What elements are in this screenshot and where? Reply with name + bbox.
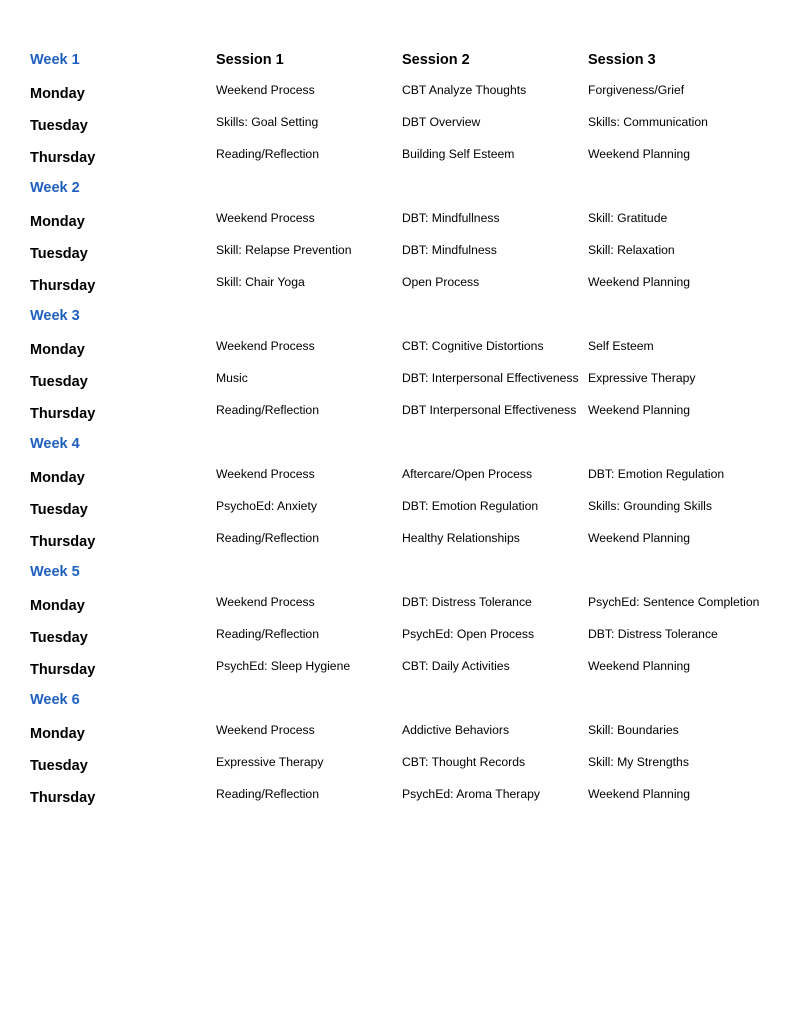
day-label: Monday [30, 726, 85, 742]
session-2-cell: Building Self Esteem [402, 147, 515, 161]
week-label: Week 5 [30, 564, 80, 580]
session-3-cell: Skills: Communication [588, 115, 708, 129]
table-row [30, 524, 785, 556]
table-row [30, 620, 785, 652]
session-3-cell: Skill: Boundaries [588, 723, 679, 737]
session-3-cell: Skill: Relaxation [588, 243, 675, 257]
day-label: Thursday [30, 790, 96, 806]
session-3-cell: Weekend Planning [588, 147, 691, 161]
session-1-cell: Reading/Reflection [216, 403, 319, 417]
session-1-cell: Skills: Goal Setting [216, 115, 319, 129]
table-row [30, 588, 785, 620]
week-label: Week 2 [30, 180, 80, 196]
table-row [30, 396, 785, 428]
table-row [30, 236, 785, 268]
session-1-cell: Weekend Process [216, 83, 315, 97]
table-row [30, 364, 785, 396]
session-3-cell: Weekend Planning [588, 275, 691, 289]
session-1-cell: Reading/Reflection [216, 147, 319, 161]
session-3-cell: Expressive Therapy [588, 371, 696, 385]
session-3-cell: Skills: Grounding Skills [588, 499, 712, 513]
session-2-cell: Addictive Behaviors [402, 723, 510, 737]
table-row [30, 140, 785, 172]
day-label: Thursday [30, 662, 96, 678]
session-2-cell: Aftercare/Open Process [402, 467, 533, 481]
day-label: Monday [30, 470, 85, 486]
table-row [30, 652, 785, 684]
session-1-cell: Music [216, 371, 248, 385]
table-row [30, 780, 785, 812]
day-label: Tuesday [30, 758, 88, 774]
table-row [30, 204, 785, 236]
week-row [30, 172, 785, 204]
header-row [30, 44, 785, 76]
week-row [30, 428, 785, 460]
session-1-cell: Weekend Process [216, 595, 315, 609]
session-3-cell: Weekend Planning [588, 659, 691, 673]
day-label: Thursday [30, 278, 96, 294]
day-label: Monday [30, 598, 85, 614]
session-1-cell: Reading/Reflection [216, 787, 319, 801]
session-3-cell: DBT: Distress Tolerance [588, 627, 718, 641]
session-1-cell: Skill: Relapse Prevention [216, 243, 352, 257]
table-row [30, 268, 785, 300]
session-2-cell: PsychEd: Open Process [402, 627, 535, 641]
day-label: Monday [30, 342, 85, 358]
table-row [30, 108, 785, 140]
day-label: Tuesday [30, 630, 88, 646]
session-2-cell: DBT Interpersonal Effectiveness [402, 403, 577, 417]
session-1-cell: PsychoEd: Anxiety [216, 499, 317, 513]
session-1-cell: Weekend Process [216, 211, 315, 225]
day-label: Thursday [30, 150, 96, 166]
table-row [30, 76, 785, 108]
table-row [30, 332, 785, 364]
session-3-cell: Forgiveness/Grief [588, 83, 685, 97]
week-label: Week 3 [30, 308, 80, 324]
session-3-cell: DBT: Emotion Regulation [588, 467, 725, 481]
table-row [30, 492, 785, 524]
week-row [30, 300, 785, 332]
day-label: Monday [30, 214, 85, 230]
session-3-cell: Skill: Gratitude [588, 211, 668, 225]
session-2-cell: DBT: Interpersonal Effectiveness [402, 371, 579, 385]
session-1-header: Session 1 [216, 52, 284, 68]
table-row [30, 460, 785, 492]
session-2-cell: PsychEd: Aroma Therapy [402, 787, 540, 801]
session-3-header: Session 3 [588, 52, 656, 68]
session-2-cell: DBT: Mindfullness [402, 211, 500, 225]
session-2-cell: DBT: Emotion Regulation [402, 499, 539, 513]
session-3-cell: Self Esteem [588, 339, 654, 353]
session-3-cell: Weekend Planning [588, 787, 691, 801]
session-2-cell: Open Process [402, 275, 480, 289]
session-1-cell: Expressive Therapy [216, 755, 324, 769]
day-label: Thursday [30, 534, 96, 550]
session-2-cell: Healthy Relationships [402, 531, 520, 545]
session-3-cell: PsychEd: Sentence Completion [588, 595, 760, 609]
week-row [30, 684, 785, 716]
week-label: Week 4 [30, 436, 80, 452]
day-label: Tuesday [30, 246, 88, 262]
week-row [30, 556, 785, 588]
day-label: Tuesday [30, 374, 88, 390]
session-2-cell: DBT: Mindfulness [402, 243, 497, 257]
week-label: Week 6 [30, 692, 80, 708]
schedule-table [30, 44, 785, 812]
session-2-cell: CBT: Cognitive Distortions [402, 339, 544, 353]
session-3-cell: Weekend Planning [588, 403, 691, 417]
session-2-cell: DBT Overview [402, 115, 481, 129]
session-3-cell: Skill: My Strengths [588, 755, 689, 769]
table-row [30, 748, 785, 780]
session-3-cell: Weekend Planning [588, 531, 691, 545]
day-label: Monday [30, 86, 85, 102]
session-1-cell: PsychEd: Sleep Hygiene [216, 659, 351, 673]
session-1-cell: Weekend Process [216, 723, 315, 737]
session-1-cell: Skill: Chair Yoga [216, 275, 305, 289]
session-2-cell: CBT Analyze Thoughts [402, 83, 527, 97]
session-2-cell: CBT: Daily Activities [402, 659, 510, 673]
day-label: Tuesday [30, 118, 88, 134]
table-row [30, 716, 785, 748]
session-1-cell: Reading/Reflection [216, 627, 319, 641]
session-2-header: Session 2 [402, 52, 470, 68]
week-heading: Week 1 [30, 52, 80, 68]
session-1-cell: Weekend Process [216, 339, 315, 353]
day-label: Tuesday [30, 502, 88, 518]
session-1-cell: Reading/Reflection [216, 531, 319, 545]
day-label: Thursday [30, 406, 96, 422]
session-1-cell: Weekend Process [216, 467, 315, 481]
session-2-cell: CBT: Thought Records [402, 755, 526, 769]
session-2-cell: DBT: Distress Tolerance [402, 595, 532, 609]
